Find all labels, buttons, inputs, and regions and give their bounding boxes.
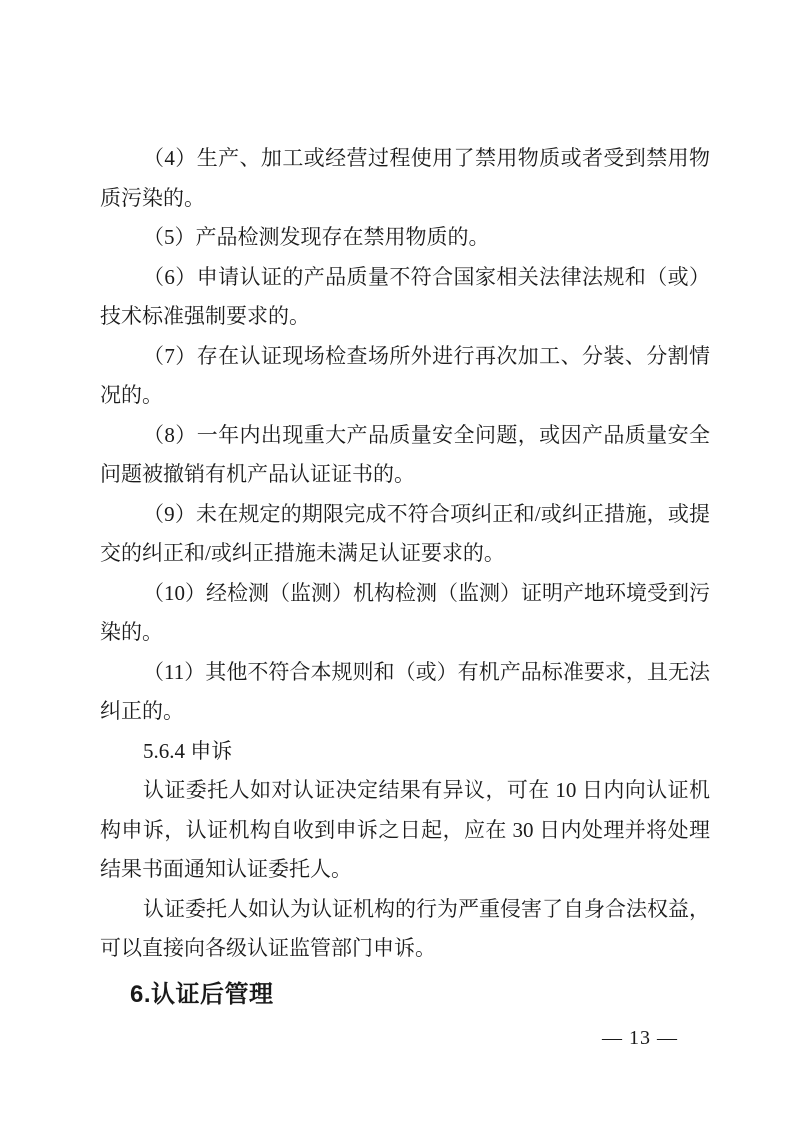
clause-8-line-2: 问题被撤销有机产品认证证书的。 <box>100 462 415 486</box>
clause-11-line-1: （11）其他不符合本规则和（或）有机产品标准要求，且无法 <box>143 659 710 684</box>
appeal-paragraph-1-line-1: 认证委托人如对认证决定结果有异议，可在 10 日内向认证机 <box>143 778 710 802</box>
clause-6-line-2: 技术标准强制要求的。 <box>100 304 310 328</box>
subsection-5-6-4-title: 5.6.4 申诉 <box>143 738 233 763</box>
clause-6-line-1: （6）申请认证的产品质量不符合国家相关法律法规和（或） <box>143 264 710 289</box>
document-text-block <box>100 139 710 1015</box>
clause-7-line-2: 况的。 <box>100 383 163 407</box>
appeal-paragraph-2-line-1: 认证委托人如认为认证机构的行为严重侵害了自身合法权益， <box>143 896 710 921</box>
clause-8-line-1: （8）一年内出现重大产品质量安全问题，或因产品质量安全 <box>143 422 710 447</box>
appeal-paragraph-1-line-2: 构申诉，认证机构自收到申诉之日起，应在 30 日内处理并将处理 <box>100 817 710 842</box>
clause-4-line-1: （4）生产、加工或经营过程使用了禁用物质或者受到禁用物 <box>143 146 710 170</box>
appeal-paragraph-2-line-2: 可以直接向各级认证监管部门申诉。 <box>100 936 436 960</box>
clause-9-line-1: （9）未在规定的期限完成不符合项纠正和/或纠正措施，或提 <box>143 501 710 526</box>
clause-10-line-1: （10）经检测（监测）机构检测（监测）证明产地环境受到污 <box>143 580 710 605</box>
section-6-heading: 6.认证后管理 <box>130 980 274 1008</box>
clause-5-line-1: （5）产品检测发现存在禁用物质的。 <box>143 225 490 249</box>
clause-4-line-2: 质污染的。 <box>100 185 205 210</box>
clause-11-line-2: 纠正的。 <box>100 699 184 723</box>
clause-9-line-2: 交的纠正和/或纠正措施未满足认证要求的。 <box>100 541 505 565</box>
clause-7-line-1: （7）存在认证现场检查场所外进行再次加工、分装、分割情 <box>143 343 710 368</box>
clause-10-line-2: 染的。 <box>100 620 163 644</box>
appeal-paragraph-1-line-3: 结果书面通知认证委托人。 <box>100 857 352 881</box>
page-number: — 13 — <box>602 1027 678 1049</box>
